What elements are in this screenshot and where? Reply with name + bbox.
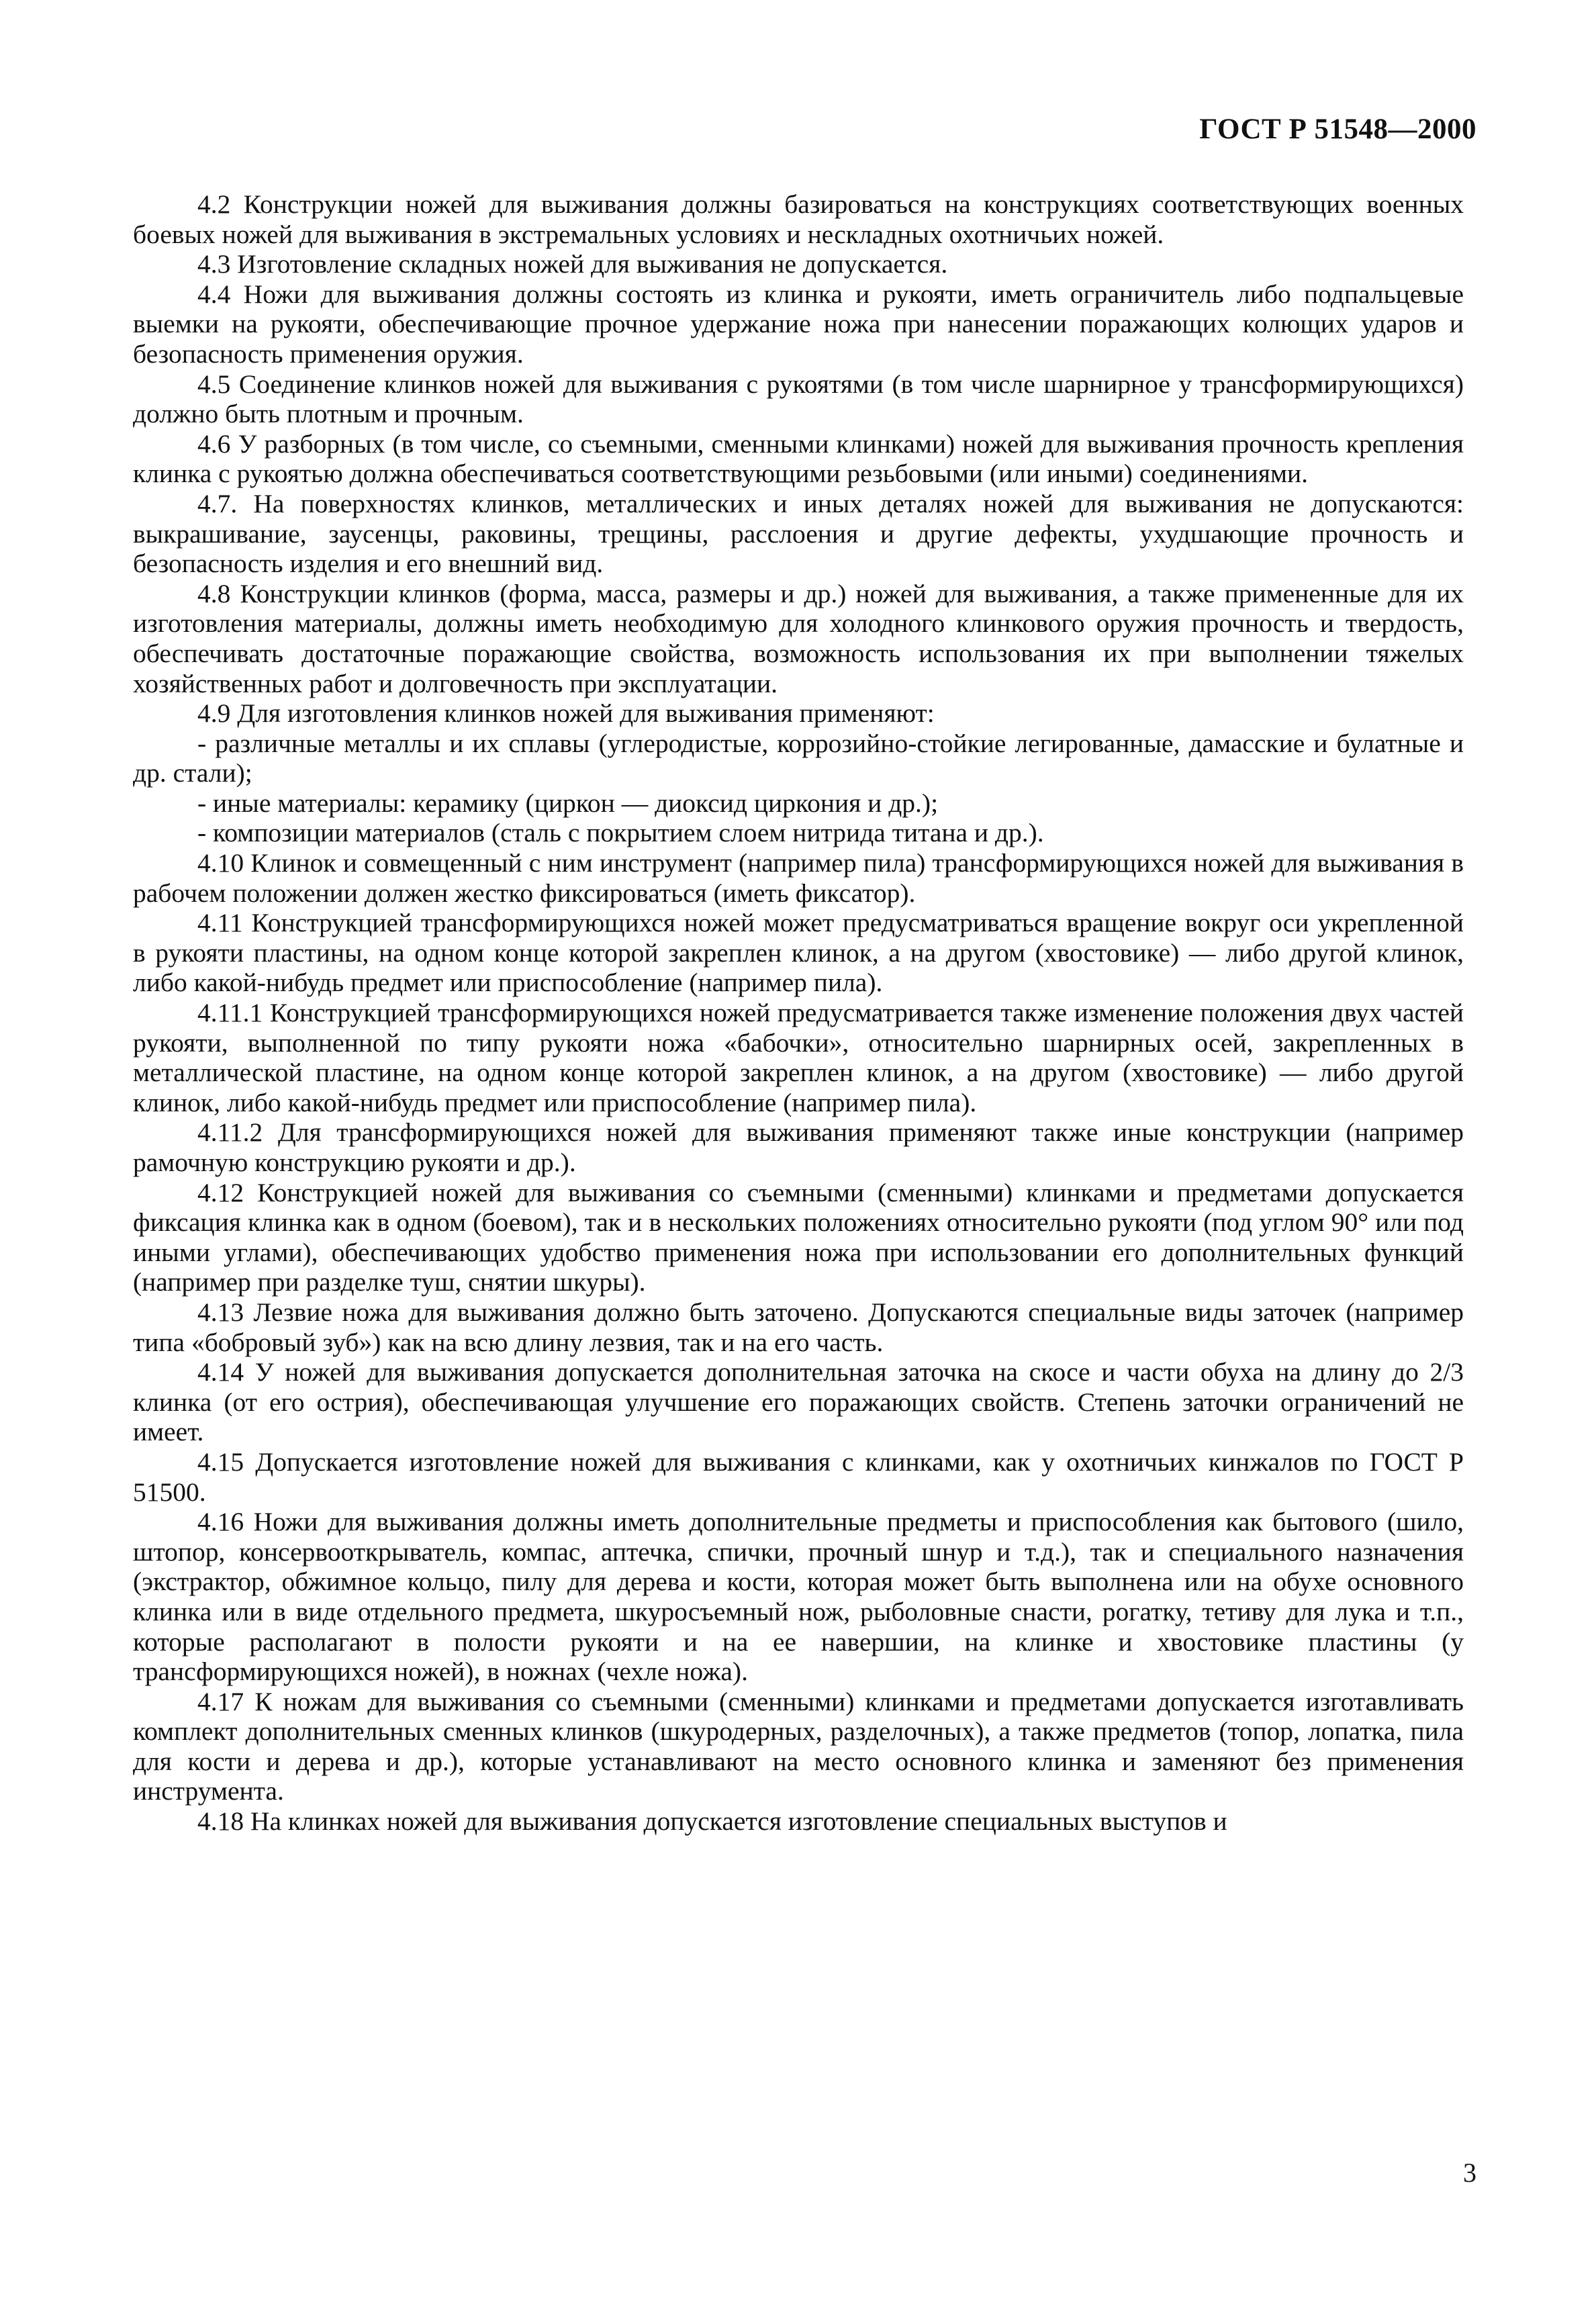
- paragraph-4-11: 4.11 Конструкцией трансформирующихся ножей может предусматриваться вращение вокруг оси укрепленной в рукояти пластины, на одном конце которой закреплен клинок, а на другом (хвостовике) — либо другой клинок, либо какой-нибудь предмет или приспособление (например пила).: [133, 908, 1464, 998]
- paragraph-4-2: 4.2 Конструкции ножей для выживания должны базироваться на конструкциях соответствующих военных боевых ножей для выживания в экстремальных условиях и нескладных охотничьих ножей.: [133, 189, 1464, 249]
- paragraph-4-11-2: 4.11.2 Для трансформирующихся ножей для выживания применяют также иные конструкции (например рамочную конструкцию рукояти и др.).: [133, 1117, 1464, 1177]
- paragraph-4-11-1: 4.11.1 Конструкцией трансформирующихся ножей предусматривается также изменение положения двух частей рукояти, выполненной по типу рукояти ножа «бабочки», относительно шарнирных осей, закрепленных в металлической пластине, на одном конце которой закреплен клинок, а на другом (хвостовике) — либо другой клинок, либо какой-нибудь предмет или приспособление (например пила).: [133, 998, 1464, 1117]
- list-item: - иные материалы: керамику (циркон — диоксид циркония и др.);: [197, 788, 939, 818]
- paragraph-4-5: 4.5 Соединение клинков ножей для выживания с рукоятями (в том числе шарнирное у трансформирующихся) должно быть плотным и прочным.: [133, 369, 1464, 429]
- paragraph-4-9: 4.9 Для изготовления клинков ножей для выживания применяют:: [197, 698, 935, 729]
- paragraph-4-7: 4.7. На поверхностях клинков, металлических и иных деталях ножей для выживания не допускаются: выкрашивание, заусенцы, раковины, трещины, расслоения и другие дефекты, ухудшающие прочность и безопасность изделия и его внешний вид.: [133, 488, 1464, 579]
- paragraph-4-16: 4.16 Ножи для выживания должны иметь дополнительные предметы и приспособления как бытового (шило, штопор, консервооткрыватель, компас, аптечка, спички, прочный шнур и т.д.), так и специального назначения (экстрактор, обжимное кольцо, пилу для дерева и кости, которая может быть выполнена или на обухе основного клинка или в виде отдельного предмета, шкуросъемный нож, рыболовные снасти, рогатку, тетиву для лука и т.п., которые располагают в полости рукояти и на ее навершии, на клинке и хвостовике пластины (у трансформирующихся ножей), в ножнах (чехле ножа).: [133, 1507, 1464, 1687]
- paragraph-4-8: 4.8 Конструкции клинков (форма, масса, размеры и др.) ножей для выживания, а также примененные для их изготовления материалы, должны иметь необходимую для холодного клинкового оружия прочность и твердость, обеспечивать достаточные поражающие свойства, возможность использования их при выполнении тяжелых хозяйственных работ и долговечность при эксплуатации.: [133, 578, 1464, 698]
- paragraph-4-18: 4.18 На клинках ножей для выживания допускается изготовление специальных выступов и: [197, 1806, 1227, 1837]
- page-number: 3: [1463, 2158, 1476, 2188]
- document-body: [133, 189, 1464, 1837]
- paragraph-4-15: 4.15 Допускается изготовление ножей для выживания с клинками, как у охотничьих кинжалов по ГОСТ Р 51500.: [133, 1446, 1464, 1507]
- paragraph-4-10: 4.10 Клинок и совмещенный с ним инструмент (например пила) трансформирующихся ножей для выживания в рабочем положении должен жестко фиксироваться (иметь фиксатор).: [133, 848, 1464, 908]
- paragraph-4-3: 4.3 Изготовление складных ножей для выживания не допускается.: [197, 249, 948, 279]
- paragraph-4-14: 4.14 У ножей для выживания допускается дополнительная заточка на скосе и части обуха на длину до 2/3 клинка (от его острия), обеспечивающая улучшение его поражающих свойств. Степень заточки ограничений не имеет.: [133, 1357, 1464, 1447]
- list-item: - композиции материалов (сталь с покрытием слоем нитрида титана и др.).: [197, 818, 1044, 848]
- list-item: - различные металлы и их сплавы (углеродистые, коррозийно-стойкие легированные, дамасские и булатные и др. стали);: [133, 728, 1464, 788]
- paragraph-4-4: 4.4 Ножи для выживания должны состоять из клинка и рукояти, иметь ограничитель либо подпальцевые выемки на рукояти, обеспечивающие прочное удержание ножа при нанесении поражающих колющих ударов и безопасность применения оружия.: [133, 279, 1464, 369]
- document-header: ГОСТ Р 51548—2000: [1199, 113, 1476, 145]
- paragraph-4-13: 4.13 Лезвие ножа для выживания должно быть заточено. Допускаются специальные виды заточек (например типа «бобровый зуб») как на всю длину лезвия, так и на его часть.: [133, 1297, 1464, 1357]
- paragraph-4-6: 4.6 У разборных (в том числе, со съемными, сменными клинками) ножей для выживания прочность крепления клинка с рукоятью должна обеспечиваться соответствующими резьбовыми (или иными) соединениями.: [133, 428, 1464, 489]
- paragraph-4-17: 4.17 К ножам для выживания со съемными (сменными) клинками и предметами допускается изготавливать комплект дополнительных сменных клинков (шкуродерных, разделочных), а также предметов (топор, лопатка, пила для кости и дерева и др.), которые устанавливают на место основного клинка и заменяют без применения инструмента.: [133, 1686, 1464, 1806]
- paragraph-4-12: 4.12 Конструкцией ножей для выживания со съемными (сменными) клинками и предметами допускается фиксация клинка как в одном (боевом), так и в нескольких положениях относительно рукояти (под углом 90° или под иными углами), обеспечивающих удобство применения ножа при использовании его дополнительных функций (например при разделке туш, снятии шкуры).: [133, 1177, 1464, 1297]
